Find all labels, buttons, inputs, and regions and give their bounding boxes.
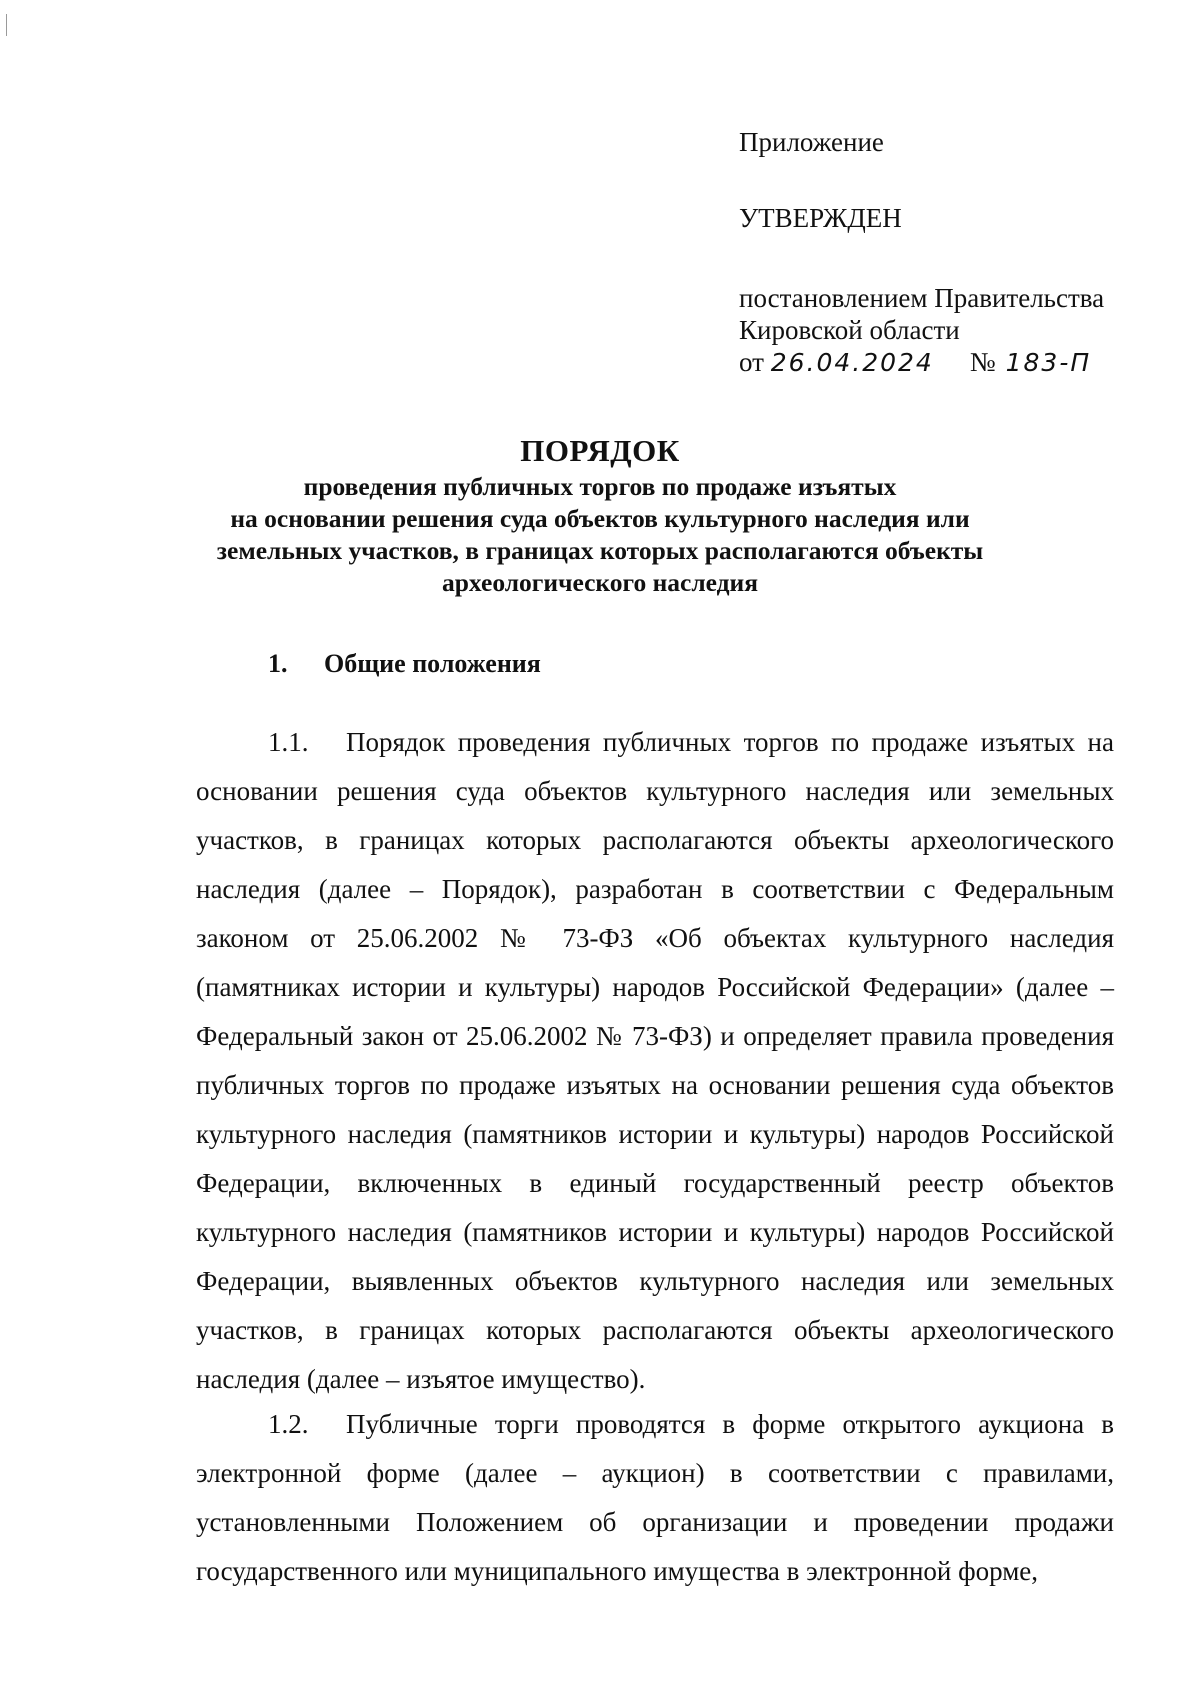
scan-edge-mark	[6, 14, 7, 36]
decree-line-2: Кировской области	[739, 315, 960, 345]
section-1-heading	[268, 648, 541, 680]
title-line-2: на основании решения суда объектов культурного наследия или	[230, 504, 970, 533]
title-line-3: земельных участков, в границах которых располагаются объекты	[216, 536, 984, 565]
decree-reference	[739, 282, 1104, 379]
title-line-4: археологического наследия	[441, 568, 759, 597]
title-main: ПОРЯДОК	[520, 433, 680, 468]
appendix-label: Приложение	[739, 127, 884, 157]
decree-line-1: постановлением Правительства	[739, 283, 1105, 313]
paragraph-text: Порядок проведения публичных торгов по продаже изъятых на основании решения суда объектов культурного наследия или земельных участков, в границах которых располагаются объекты археологического наследия (далее – Порядок), разработан в соответствии с Федеральным законом от 25.06.2002 № 73-ФЗ «Об объектах культурного наследия (памятниках истории и культуры) народов Российской Федерации» (далее – Федеральный закон от 25.06.2002 № 73-ФЗ) и определяет правила проведения публичных торгов по продаже изъятых на основании решения суда объектов культурного наследия (памятников истории и культуры) народов Российской Федерации, включенных в единый государственный реестр объектов культурного наследия (памятников истории и культуры) народов Российской Федерации, выявленных объектов культурного наследия или земельных участков, в границах которых располагаются объекты археологического наследия (далее – изъятое имущество).	[196, 727, 1114, 1394]
title-line-1: проведения публичных торгов по продаже изъятых	[303, 472, 897, 501]
handwritten-date: 26.04.2024	[770, 348, 934, 377]
approved-label: УТВЕРЖДЕН	[739, 203, 902, 233]
number-prefix: №	[969, 347, 996, 377]
handwritten-number: 183-П	[1005, 348, 1092, 377]
paragraph-1-2	[196, 1400, 1114, 1596]
decree-date-number-line	[739, 346, 1104, 379]
paragraph-1-1	[196, 718, 1114, 1404]
section-number: 1.	[268, 649, 288, 678]
approval-block	[739, 126, 1104, 379]
clause-number: 1.2.	[268, 1409, 309, 1439]
title-subtitle	[150, 471, 1050, 599]
clause-number: 1.1.	[268, 727, 309, 757]
paragraph-text: Публичные торги проводятся в форме открытого аукциона в электронной форме (далее – аукцион) в соответствии с правилами, установленными Положением об организации и проведении продажи государственного или муниципального имущества в электронной форме,	[196, 1409, 1114, 1586]
document-title	[150, 433, 1050, 599]
section-title: Общие положения	[324, 649, 541, 678]
date-prefix: от	[739, 347, 764, 377]
